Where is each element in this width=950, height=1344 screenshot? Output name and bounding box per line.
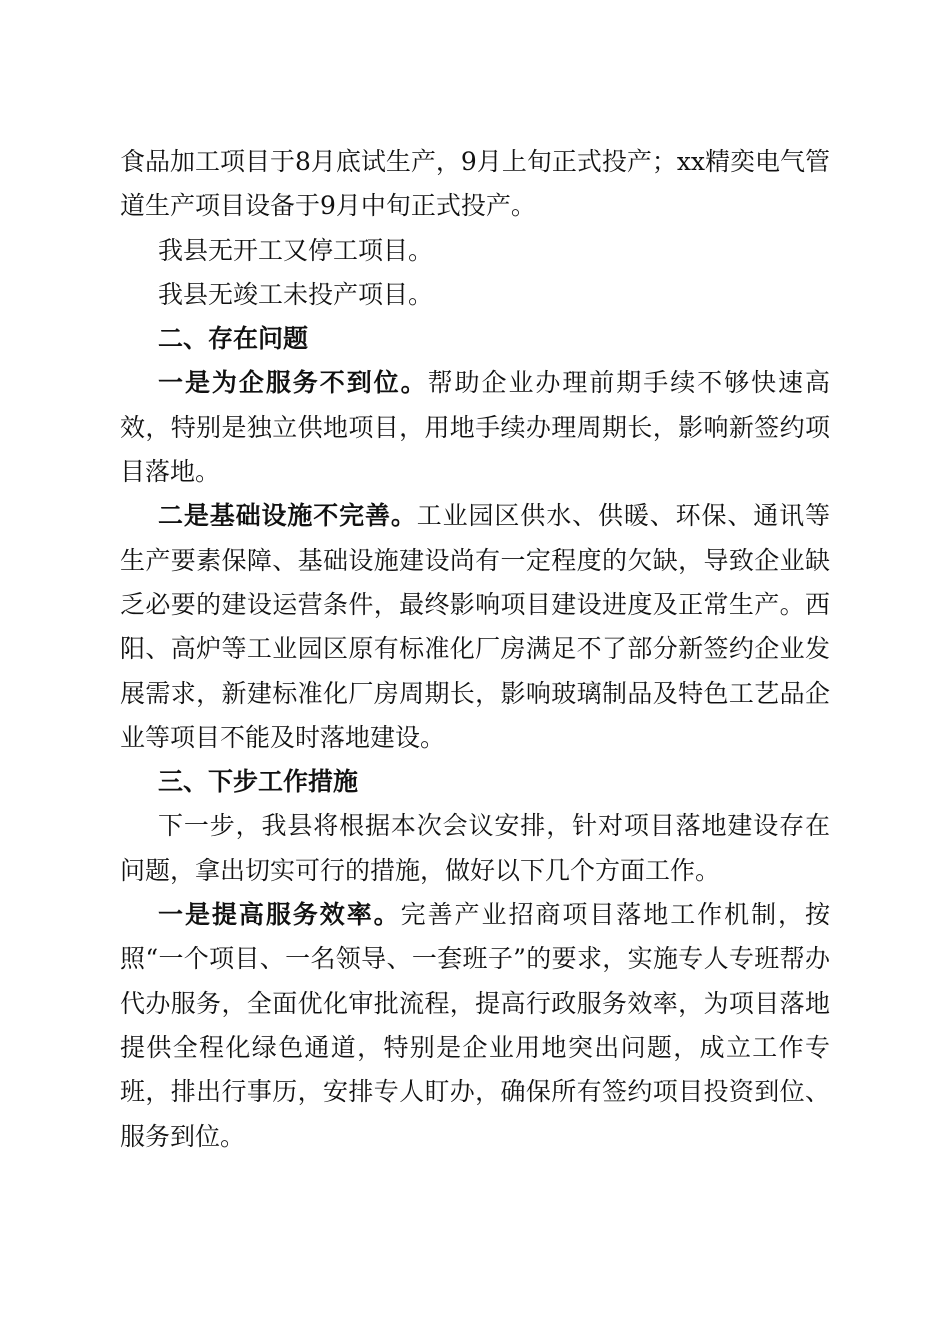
lead-phrase: 一是提高服务效率。	[158, 900, 401, 930]
paragraph-problem-1	[120, 361, 830, 494]
paragraph-body: 完善产业招商项目落地工作机制，按照“一个项目、一名领导、一套班子”的要求，实施专人专班帮办代办服务，全面优化审批流程，提高行政服务效率，为项目落地提供全程化绿色通道，特别是企业用地突出问题，成立工作专班，排出行事历，安排专人盯办，确保所有签约项目投资到位、服务到位。	[120, 900, 830, 1151]
paragraph-problem-2	[120, 494, 830, 760]
paragraph-no-unproduced-projects: 我县无竣工未投产项目。	[158, 279, 434, 309]
paragraph-continued: 食品加工项目于8月底试生产，9月上旬正式投产；xx精奕电气管道生产项目设备于9月中旬正式投产。	[120, 147, 831, 221]
paragraph-measures-intro: 下一步，我县将根据本次会议安排，针对项目落地建设存在问题，拿出切实可行的措施，做好以下几个方面工作。	[120, 811, 830, 885]
lead-phrase: 二是基础设施不完善。	[158, 501, 417, 531]
lead-phrase: 一是为企服务不到位。	[158, 368, 428, 398]
paragraph-body: 工业园区供水、供暖、环保、通讯等生产要素保障、基础设施建设尚有一定程度的欠缺，导致企业缺乏必要的建设运营条件，最终影响项目建设进度及正常生产。西阳、高炉等工业园区原有标准化厂房满足不了部分新签约企业发展需求，新建标准化厂房周期长，影响玻璃制品及特色工艺品企业等项目不能及时落地建设。	[120, 501, 830, 752]
section-heading-measures: 三、下步工作措施	[158, 767, 359, 797]
paragraph-no-stopped-projects: 我县无开工又停工项目。	[158, 235, 434, 265]
paragraph-body: 帮助企业办理前期手续不够快速高效，特别是独立供地项目，用地手续办理周期长，影响新签约项目落地。	[120, 368, 830, 487]
section-heading-problems: 二、存在问题	[158, 324, 309, 354]
paragraph-measure-1	[120, 893, 830, 1159]
document-body	[120, 140, 830, 1159]
